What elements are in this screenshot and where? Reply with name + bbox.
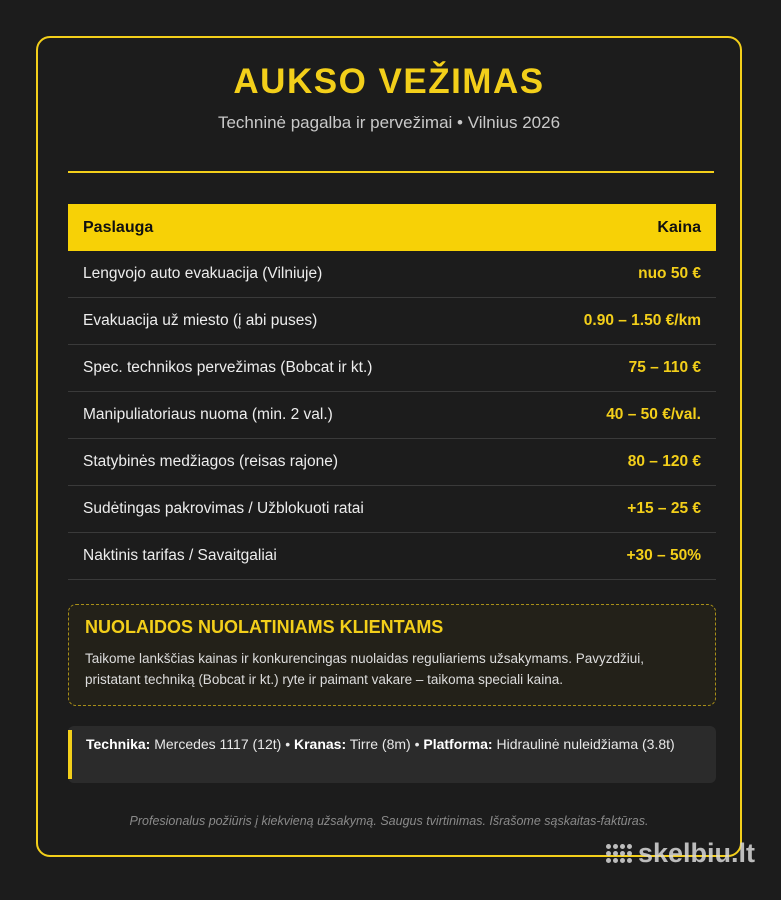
service-cell: Sudėtingas pakrovimas / Užblokuoti ratai <box>83 500 364 517</box>
table-row <box>68 298 716 345</box>
price-table <box>68 204 716 580</box>
equipment-value: Mercedes 1117 (12t) • <box>150 736 294 752</box>
crane-label: Kranas: <box>293 736 347 752</box>
table-row <box>68 345 716 392</box>
accent-bar <box>68 730 72 779</box>
price-card <box>36 36 742 857</box>
table-row <box>68 251 716 298</box>
price-cell: 75 – 110 € <box>628 359 701 376</box>
column-header-service: Paslauga <box>83 218 154 236</box>
price-cell: 40 – 50 €/val. <box>606 406 701 423</box>
platform-value: Hidraulinė nuleidžiama (3.8t) <box>492 736 675 752</box>
page-title: AUKSO VEŽIMAS <box>233 62 545 101</box>
watermark <box>606 838 755 869</box>
service-cell: Evakuacija už miesto (į abi puses) <box>83 312 318 329</box>
divider <box>68 171 714 173</box>
service-cell: Naktinis tarifas / Savaitgaliai <box>83 547 277 564</box>
footer-note: Profesionalus požiūris į kiekvieną užsakymą. Saugus tvirtinimas. Išrašome sąskaitas-faktūras. <box>129 814 649 828</box>
price-cell: nuo 50 € <box>638 265 701 282</box>
service-cell: Manipuliatoriaus nuoma (min. 2 val.) <box>83 406 333 423</box>
service-cell: Lengvojo auto evakuacija (Vilniuje) <box>83 265 323 282</box>
price-cell: +30 – 50% <box>626 547 701 564</box>
notice-title: NUOLAIDOS NUOLATINIAMS KLIENTAMS <box>85 617 444 637</box>
table-row <box>68 392 716 439</box>
platform-label: Platforma: <box>423 736 493 752</box>
table-row <box>68 486 716 533</box>
table-header <box>68 204 716 251</box>
service-cell: Statybinės medžiagos (reisas rajone) <box>83 453 339 470</box>
table-row <box>68 533 716 580</box>
table-row <box>68 439 716 486</box>
notice-body: Taikome lankščias kainas ir konkurencingas nuolaidas reguliariems užsakymams. Pavyzdžiui, pristatant techniką (Bobcat ir kt.) ryte ir paimant vakare – taikoma speciali kaina. <box>85 651 644 687</box>
column-header-price: Kaina <box>657 218 701 236</box>
service-cell: Spec. technikos pervežimas (Bobcat ir kt.) <box>83 359 373 376</box>
crane-value: Tirre (8m) • <box>346 736 424 752</box>
price-cell: 80 – 120 € <box>627 453 701 470</box>
equipment-label: Technika: <box>86 736 151 752</box>
watermark-logo-icon <box>606 844 632 863</box>
equipment-info <box>68 726 716 783</box>
watermark-text: skelbiu.lt <box>638 838 756 868</box>
price-cell: +15 – 25 € <box>627 500 701 517</box>
page-subtitle: Techninė pagalba ir pervežimai • Vilnius 2026 <box>217 113 561 132</box>
price-cell: 0.90 – 1.50 €/km <box>583 312 701 329</box>
discount-notice <box>68 604 716 706</box>
